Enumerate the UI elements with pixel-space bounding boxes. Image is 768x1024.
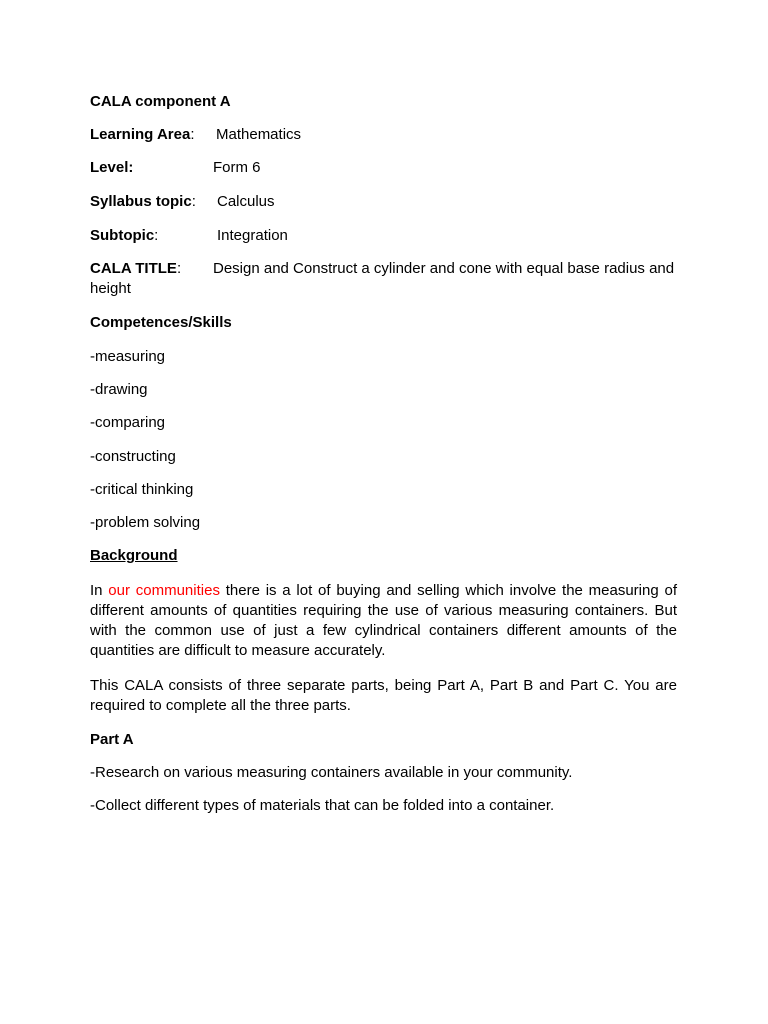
- cala-title-label: CALA TITLE: [90, 260, 177, 277]
- cala-title-value-line2: height: [90, 280, 131, 297]
- level-value: Form 6: [213, 159, 261, 176]
- component-heading: CALA component A: [90, 93, 231, 110]
- competence-item: -problem solving: [90, 514, 201, 531]
- competences-heading: Competences/Skills: [90, 314, 232, 331]
- learning-area-row: [90, 125, 690, 145]
- competence-item: -critical thinking: [90, 481, 194, 498]
- competence-item: -comparing: [90, 414, 166, 431]
- syllabus-topic-label: Syllabus topic: [90, 193, 192, 210]
- background-paragraph-1: [90, 581, 677, 661]
- background-para1-start: In: [90, 582, 109, 599]
- background-paragraph-2: This CALA consists of three separate parts, being Part A, Part B and Part C. You are required to complete all the three parts.: [90, 677, 677, 714]
- learning-area-value: Mathematics: [216, 126, 302, 143]
- competence-item: -measuring: [90, 348, 166, 365]
- cala-title-row: [90, 259, 680, 299]
- subtopic-row: [90, 226, 690, 246]
- subtopic-value: Integration: [217, 227, 288, 244]
- syllabus-topic-row: [90, 192, 690, 212]
- syllabus-topic-value: Calculus: [217, 193, 275, 210]
- part-a-item: -Collect different types of materials that can be folded into a container.: [90, 797, 555, 814]
- part-a-heading: Part A: [90, 731, 134, 748]
- learning-area-label: Learning Area: [90, 126, 191, 143]
- subtopic-label: Subtopic: [90, 227, 155, 244]
- cala-title-colon: :: [176, 260, 182, 277]
- background-para1-rest: there is a lot of buying and selling which involve the measuring of different amounts of quantities requiring the use of various measuring containers. But with the common use of just a few cylindrical containers different amounts of the quantities are difficult to measure accurately.: [90, 582, 677, 659]
- cala-title-value-line1: Design and Construct a cylinder and cone with equal base radius and: [213, 260, 675, 277]
- competence-item: -constructing: [90, 448, 176, 465]
- level-row: [90, 158, 690, 178]
- highlighted-phrase: our communities: [108, 582, 220, 599]
- syllabus-topic-colon: :: [191, 193, 196, 210]
- level-label: Level:: [90, 159, 134, 176]
- competence-item: -drawing: [90, 381, 148, 398]
- subtopic-colon: :: [154, 227, 159, 244]
- part-a-item: -Research on various measuring containers available in your community.: [90, 764, 573, 781]
- learning-area-colon: :: [190, 126, 195, 143]
- background-heading: Background: [90, 547, 178, 564]
